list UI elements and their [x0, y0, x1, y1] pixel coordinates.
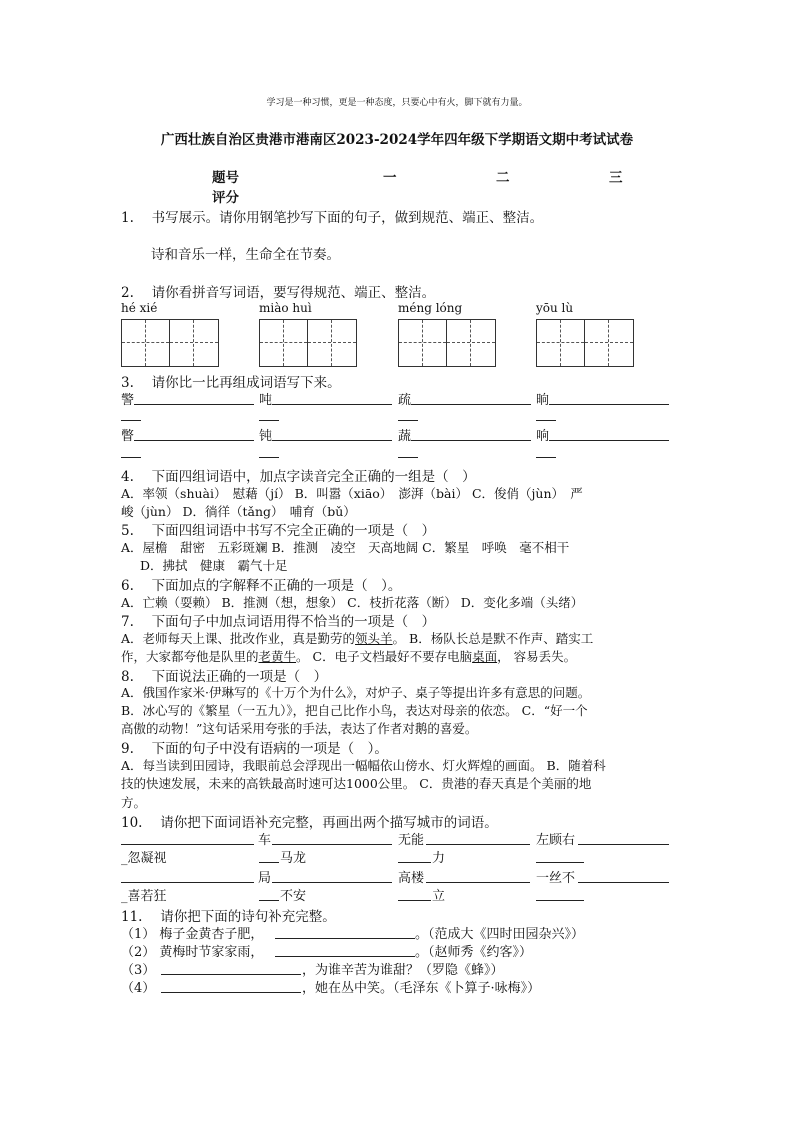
q10-blank[interactable] [398, 899, 431, 901]
q11-number: （4） [121, 981, 156, 996]
q2-pinyin-3: méng lóng [398, 301, 463, 315]
q10-word: _忽凝视 [121, 851, 167, 866]
q9-options-line1: A．每当读到田园诗，我眼前总会浮现出一幅幅依山傍水、灯火辉煌的画面。 B．随着科 [121, 758, 606, 773]
q5-stem: 5. 下面四组词语中书写不完全正确的一项是（ ） [121, 523, 436, 539]
q8-stem: 8. 下面说法正确的一项是（ ） [121, 669, 328, 685]
q8-options-line1: A．俄国作家米·伊琳写的《十万个为什么》，对炉子、桌子等提出许多有意思的问题。 [121, 685, 591, 700]
q10-word: 马龙 [280, 851, 307, 866]
q10-blank[interactable] [426, 881, 530, 883]
q10-blank[interactable] [578, 881, 669, 883]
q3-char: 蔬 [398, 429, 412, 444]
q3-blank-cont[interactable] [536, 419, 556, 421]
q2-stem: 2. 请你看拼音写词语，要写得规范、端正、整洁。 [121, 285, 436, 301]
q3-blank-cont[interactable] [121, 456, 141, 458]
q9-options-line3: 方。 [121, 795, 147, 810]
q11-number: （1） [121, 927, 156, 942]
q1-sentence: 诗和音乐一样，生命全在节奏。 [151, 247, 340, 263]
q5-options-line2: D．拂拭 健康 霸气十足 [140, 558, 288, 573]
q7-stem: 7. 下面句子中加点词语用得不恰当的一项是（ ） [121, 614, 436, 630]
motto: 学习是一种习惯，更是一种态度，只要心中有火，脚下就有力量。 [266, 98, 528, 108]
q3-blank[interactable] [411, 439, 531, 441]
q10-stem: 10. 请你把下面词语补充完整，再画出两个描写城市的词语。 [121, 815, 498, 831]
q3-blank[interactable] [272, 439, 392, 441]
page-title: 广西壮族自治区贵港市港南区2023-2024学年四年级下学期语文期中考试试卷 [160, 132, 634, 148]
q7-text: 。 C．电子文档最好不要存电脑 [296, 649, 473, 664]
q2-pinyin-2: miào huì [259, 301, 312, 315]
q3-char: 吨 [259, 393, 273, 408]
q2-pinyin-1: hé xié [121, 301, 158, 315]
q3-char: 瞥 [121, 429, 135, 444]
q3-blank[interactable] [549, 403, 669, 405]
q10-word: 高楼 [398, 871, 425, 886]
q3-stem: 3. 请你比一比再组成词语写下来。 [121, 375, 341, 391]
q3-blank-cont[interactable] [121, 419, 141, 421]
q11-source: 。（赵师秀《约客》） [415, 945, 533, 960]
q7-text: 。 B．杨队长总是默不作声、踏实工 [392, 631, 594, 646]
q10-word: 无能 [398, 833, 425, 848]
q10-blank[interactable] [578, 843, 669, 845]
q3-blank-cont[interactable] [259, 456, 279, 458]
q10-blank[interactable] [121, 843, 254, 845]
q11-blank[interactable] [275, 937, 415, 939]
q3-blank-cont[interactable] [259, 419, 279, 421]
q8-options-line3: 高傲的动物！”这句话采用夸张的手法，表达了作者对鹅的喜爱。 [121, 721, 478, 736]
q3-blank-cont[interactable] [536, 456, 556, 458]
q7-text: A．老师每天上课、批改作业，真是勤劳的 [121, 631, 356, 646]
q3-blank[interactable] [134, 439, 254, 441]
q3-blank[interactable] [549, 439, 669, 441]
q11-item-2 [121, 941, 263, 960]
q9-options-line2: 技的快速发展，未来的高铁最高时速可达1000公里。 C．贵港的春天真是个美丽的地 [121, 776, 592, 791]
q7-text: ， 容易丢失。 [497, 649, 577, 664]
q6-stem: 6. 下面加点的字解释不正确的一项是（ ）。 [121, 578, 402, 594]
q4-stem: 4. 下面四组词语中，加点字读音完全正确的一组是（ ） [121, 469, 476, 485]
q10-blank[interactable] [398, 861, 431, 863]
q10-word: 车 [258, 833, 272, 848]
score-col-1: 一 [383, 170, 397, 186]
q3-blank[interactable] [411, 403, 531, 405]
q7-options-line2 [121, 647, 576, 665]
q3-char: 警 [121, 393, 135, 408]
q3-char: 疏 [398, 393, 412, 408]
q5-options-line1: A．屋檐 甜密 五彩斑斓 B．推测 凌空 天高地阔 C．繁星 呼唤 毫不相干 [121, 540, 570, 555]
q11-source: 。（范成大《四时田园杂兴》） [415, 927, 585, 942]
q10-word: _喜若狂 [121, 889, 167, 904]
q4-options-line2: 峻（jùn） D．徜徉（tǎng） 哺育（bǔ） [121, 504, 356, 519]
q3-char: 晌 [536, 393, 550, 408]
score-col-3: 三 [609, 170, 623, 186]
q11-number: （3） [121, 963, 156, 978]
q2-writing-grid-1[interactable] [121, 319, 219, 367]
score-label-no: 题号 [212, 170, 239, 186]
q6-options: A．亡赖（耍赖） B．推测（想，想象） C．枝折花落（断） D．变化多端（头绪） [121, 595, 584, 610]
q11-stem: 11. 请你把下面的诗句补充完整。 [121, 909, 336, 925]
q2-writing-grid-2[interactable] [259, 319, 357, 367]
q7-options-line1 [121, 629, 593, 647]
q10-word: 左顾右 [536, 833, 576, 848]
q11-number: （2） [121, 945, 156, 960]
q11-text: 黄梅时节家家雨， [159, 945, 264, 960]
q10-blank[interactable] [426, 843, 530, 845]
q9-stem: 9. 下面的句子中没有语病的一项是（ ）。 [121, 741, 388, 757]
q7-underlined: 桌面 [472, 649, 498, 664]
q11-text: 梅子金黄杏子肥， [159, 927, 264, 942]
q10-blank[interactable] [272, 843, 392, 845]
q11-source: ，她在丛中笑。（毛泽东《卜算子·咏梅》） [302, 981, 541, 996]
q11-blank[interactable] [275, 955, 415, 957]
q10-word: 不安 [280, 889, 307, 904]
q10-blank[interactable] [536, 899, 584, 901]
q10-blank[interactable] [259, 861, 279, 863]
q7-text: 作，大家都夸他是队里的 [121, 649, 259, 664]
q3-blank-cont[interactable] [398, 456, 418, 458]
q10-blank[interactable] [272, 881, 392, 883]
q11-blank[interactable] [161, 991, 301, 993]
q3-blank-cont[interactable] [398, 419, 418, 421]
q2-writing-grid-4[interactable] [536, 319, 634, 367]
q2-pinyin-4: yōu lù [536, 301, 574, 315]
q3-char: 钝 [259, 429, 273, 444]
q11-blank[interactable] [161, 973, 301, 975]
q10-word: 一丝不 [536, 871, 576, 886]
q10-blank[interactable] [121, 881, 254, 883]
q3-char: 响 [536, 429, 550, 444]
q10-blank[interactable] [259, 899, 279, 901]
q4-options-line1: A．率领（shuài） 慰藉（jí） B．叫嚣（xiāo） 澎湃（bài） C．俊俏（jùn） 严 [121, 486, 583, 501]
q3-blank[interactable] [272, 403, 392, 405]
q11-item-1 [121, 923, 263, 942]
q10-blank[interactable] [536, 861, 584, 863]
score-label-score: 评分 [212, 190, 239, 206]
q10-word: 力 [432, 851, 446, 866]
q3-blank[interactable] [134, 403, 254, 405]
q8-options-line2: B．冰心写的《繁星（一五九）》，把自己比作小鸟，表达对母亲的依恋。 C．“好一个 [121, 703, 588, 718]
q7-underlined: 老黄牛 [258, 649, 297, 664]
score-col-2: 二 [496, 170, 510, 186]
q11-source: ，为谁辛苦为谁甜？（罗隐《蜂》） [302, 963, 504, 978]
q10-word: 局 [258, 871, 272, 886]
q2-writing-grid-3[interactable] [398, 319, 496, 367]
q7-underlined: 领头羊 [355, 631, 393, 646]
q10-word: 立 [432, 889, 446, 904]
q1-stem: 1. 书写展示。请你用钢笔抄写下面的句子，做到规范、端正、整洁。 [121, 210, 544, 226]
